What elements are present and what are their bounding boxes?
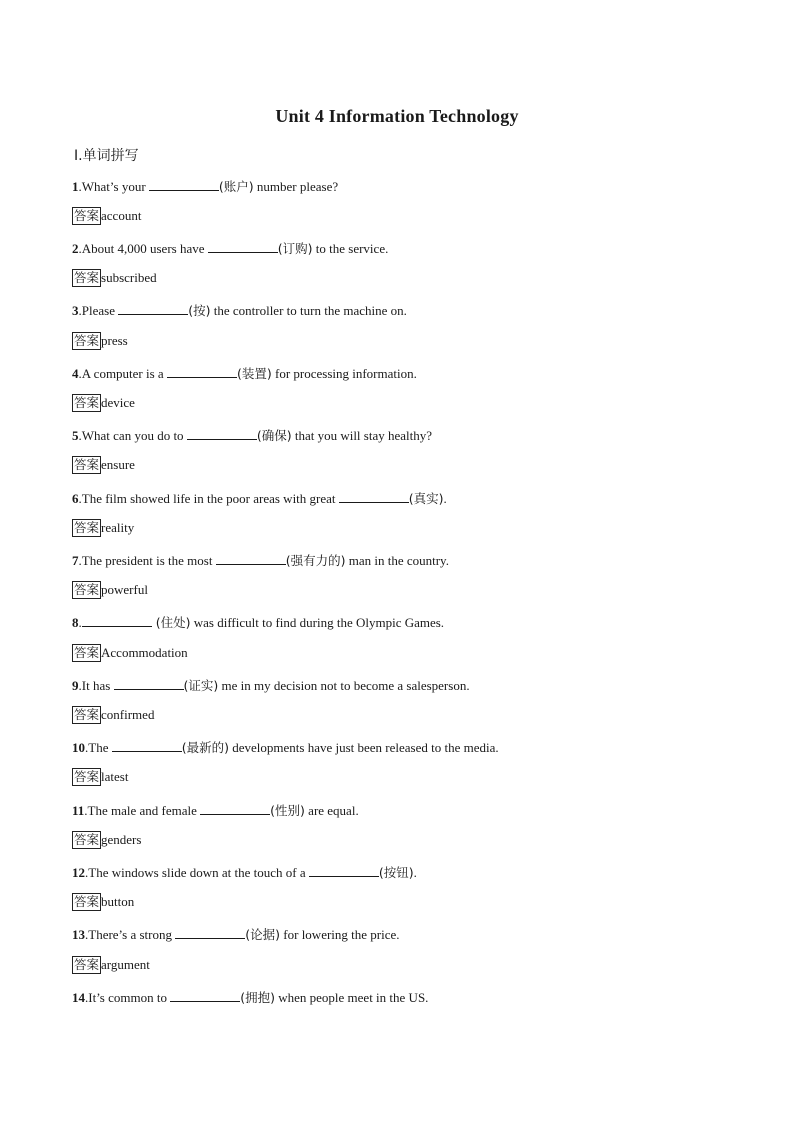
- answer-text: ensure: [101, 457, 135, 472]
- question-number: 8: [72, 615, 79, 630]
- question-line: [72, 551, 449, 569]
- answer-text: Accommodation: [101, 645, 188, 660]
- answer-blank: [167, 366, 237, 378]
- question-line: [72, 988, 428, 1006]
- answer-text: latest: [101, 769, 129, 784]
- answer-text: genders: [101, 832, 142, 847]
- question-line: [72, 489, 447, 507]
- question-text-after: for processing information.: [271, 366, 417, 381]
- question-number: 3: [72, 303, 79, 318]
- question-line: [72, 801, 359, 819]
- question-text-after: the controller to turn the machine on.: [210, 303, 407, 318]
- answer-text: button: [101, 894, 135, 909]
- question-text-after: for lowering the price.: [280, 927, 400, 942]
- chinese-hint: (最新的): [181, 740, 229, 755]
- answer-blank: [114, 678, 184, 690]
- question-text-before: .It’s common to: [85, 990, 171, 1005]
- answer-blank: [208, 241, 278, 253]
- answer-blank: [200, 803, 270, 815]
- answer-line: [72, 581, 148, 599]
- question-line: [72, 676, 470, 694]
- chinese-hint: (账户): [218, 179, 254, 194]
- answer-badge: 答案: [74, 520, 100, 535]
- question-number: 12: [72, 865, 85, 880]
- answer-blank: [149, 179, 219, 191]
- chinese-hint: (强有力的): [285, 553, 346, 568]
- answer-badge: 答案: [74, 208, 100, 223]
- answer-blank: [118, 303, 188, 315]
- chinese-hint: (装置): [236, 366, 272, 381]
- answer-line: [72, 893, 134, 911]
- question-text-before: .The president is the most: [78, 553, 216, 568]
- question-text-before: .The: [85, 740, 112, 755]
- question-number: 6: [72, 491, 79, 506]
- chinese-hint: (拥抱): [240, 990, 275, 1005]
- question-line: [72, 738, 499, 756]
- question-text-after: me in my decision not to become a salesperson.: [218, 678, 470, 693]
- answer-blank: [309, 865, 379, 877]
- question-text-after: number please?: [253, 179, 339, 194]
- question-text-before: .The windows slide down at the touch of a: [85, 865, 309, 880]
- answer-badge: 答案: [74, 832, 100, 847]
- answer-line: [72, 456, 135, 474]
- chinese-hint: (真实): [408, 491, 444, 506]
- answer-text: powerful: [101, 582, 148, 597]
- section-heading: Ⅰ.单词拼写: [74, 148, 139, 164]
- chinese-hint: (论据): [245, 927, 281, 942]
- question-text-after: man in the country.: [345, 553, 449, 568]
- question-text-before: .Please: [78, 303, 119, 318]
- answer-text: account: [101, 208, 142, 223]
- question-text-before: .A computer is a: [78, 366, 167, 381]
- question-number: 11: [72, 803, 85, 818]
- question-text-after: .: [413, 865, 417, 880]
- answer-badge: 答案: [74, 333, 100, 348]
- question-text-before: .What can you do to: [78, 428, 187, 443]
- answer-blank: [82, 615, 152, 627]
- question-line: [72, 177, 338, 195]
- question-line: [72, 364, 417, 382]
- question-text-after: are equal.: [304, 803, 359, 818]
- question-text-before: .About 4,000 users have: [78, 241, 208, 256]
- question-text-after: .: [443, 491, 447, 506]
- question-text-after: that you will stay healthy?: [291, 428, 433, 443]
- answer-badge: 答案: [74, 457, 100, 472]
- question-number: 1: [72, 179, 79, 194]
- question-text-before: .What’s your: [78, 179, 149, 194]
- chinese-hint: (确保): [256, 428, 292, 443]
- answer-line: [72, 332, 128, 350]
- answer-badge: 答案: [74, 270, 100, 285]
- page-title: Unit 4 Information Technology: [275, 106, 519, 126]
- question-text-after: was difficult to find during the Olympic Games.: [190, 615, 445, 630]
- chinese-hint: (按钮): [378, 865, 414, 880]
- answer-line: [72, 644, 188, 662]
- question-line: [72, 613, 444, 631]
- chinese-hint: (证实): [183, 678, 219, 693]
- question-number: 10: [72, 740, 85, 755]
- question-number: 4: [72, 366, 79, 381]
- question-text-after: developments have just been released to the media.: [228, 740, 499, 755]
- answer-badge: 答案: [74, 395, 100, 410]
- answer-badge: 答案: [74, 707, 100, 722]
- answer-line: [72, 706, 154, 724]
- chinese-hint: (按): [188, 303, 211, 318]
- answer-text: reality: [101, 520, 135, 535]
- question-text-before: .The male and female: [84, 803, 201, 818]
- question-number: 7: [72, 553, 79, 568]
- question-number: 13: [72, 927, 85, 942]
- answer-line: [72, 956, 150, 974]
- question-number: 2: [72, 241, 79, 256]
- answer-line: [72, 394, 135, 412]
- question-line: [72, 301, 407, 319]
- question-line: [72, 863, 417, 881]
- question-number: 5: [72, 428, 79, 443]
- answer-badge: 答案: [74, 645, 100, 660]
- question-text-before: .The film showed life in the poor areas with great: [78, 491, 339, 506]
- chinese-hint: (住处): [151, 615, 191, 630]
- answer-text: confirmed: [101, 707, 155, 722]
- answer-text: argument: [101, 957, 150, 972]
- answer-blank: [216, 553, 286, 565]
- answer-blank: [339, 491, 409, 503]
- answer-line: [72, 519, 134, 537]
- question-text-after: to the service.: [312, 241, 389, 256]
- question-line: [72, 925, 400, 943]
- question-number: 14: [72, 990, 85, 1005]
- answer-line: [72, 768, 128, 786]
- answer-badge: 答案: [74, 957, 100, 972]
- answer-blank: [187, 428, 257, 440]
- answer-badge: 答案: [74, 769, 100, 784]
- question-text-after: when people meet in the US.: [274, 990, 429, 1005]
- answer-line: [72, 831, 141, 849]
- answer-text: subscribed: [101, 270, 157, 285]
- answer-blank: [170, 990, 240, 1002]
- question-text-before: .There’s a strong: [85, 927, 176, 942]
- answer-line: [72, 207, 141, 225]
- answer-line: [72, 269, 157, 287]
- answer-badge: 答案: [74, 894, 100, 909]
- answer-badge: 答案: [74, 582, 100, 597]
- answer-blank: [175, 927, 245, 939]
- question-line: [72, 239, 388, 257]
- question-text-before: .It has: [78, 678, 114, 693]
- question-line: [72, 426, 432, 444]
- answer-text: press: [101, 333, 128, 348]
- question-text-before: .: [78, 615, 82, 630]
- question-number: 9: [72, 678, 79, 693]
- answer-text: device: [101, 395, 135, 410]
- chinese-hint: (性别): [270, 803, 305, 818]
- answer-blank: [112, 740, 182, 752]
- chinese-hint: (订购): [277, 241, 313, 256]
